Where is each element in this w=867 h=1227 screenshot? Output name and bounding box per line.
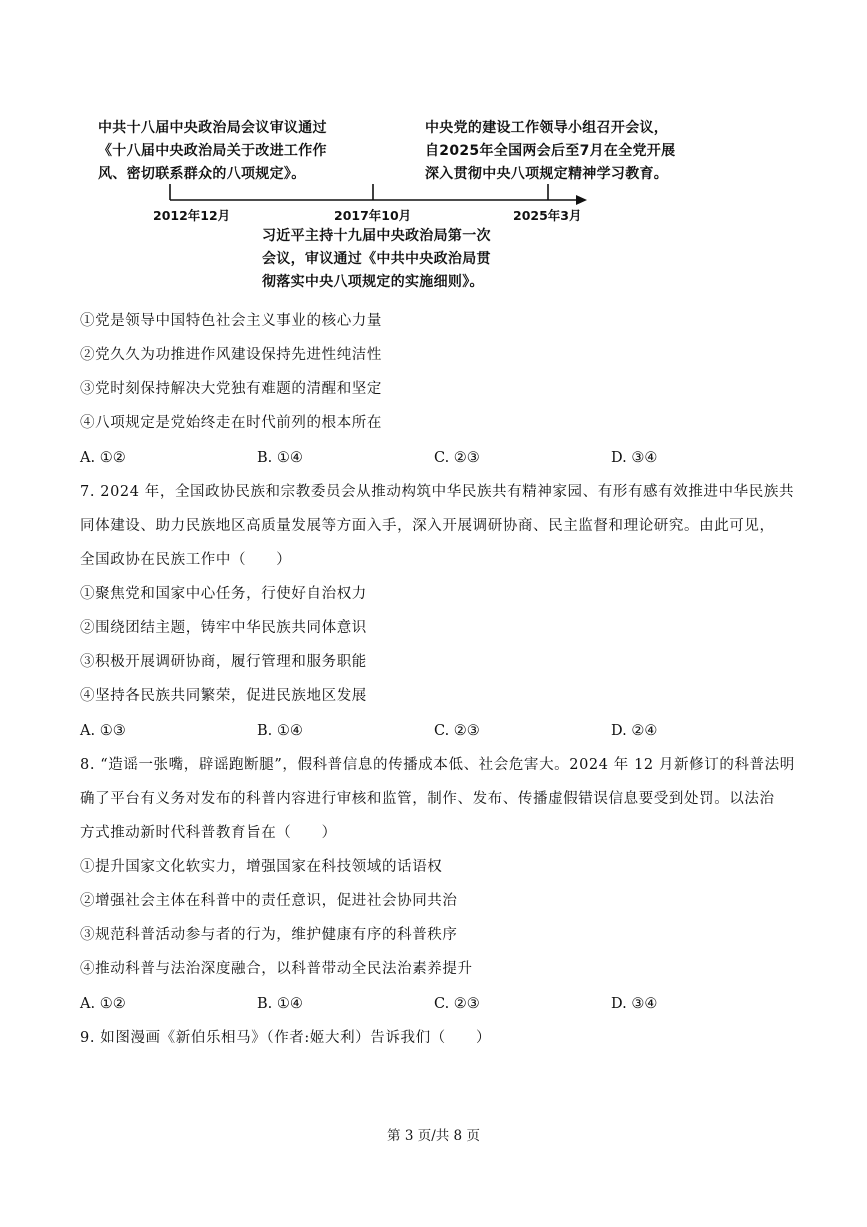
question-stem-line: 7. 2024 年，全国政协民族和宗教委员会从推动构筑中华民族共有精神家园、有形有感有效推进中华民族共 [80, 484, 795, 500]
option-b: B. ①④ [257, 450, 303, 466]
text-line: 彻落实中央八项规定的实施细则》。 [262, 274, 484, 290]
text-line: 中央党的建设工作领导小组召开会议， [425, 120, 669, 136]
option-a: A. ①② [80, 996, 126, 1012]
statement: ②围绕团结主题，铸牢中华民族共同体意识 [80, 620, 367, 636]
statement: ②党久久为功推进作风建设保持先进性纯洁性 [80, 347, 382, 363]
option-d: D. ③④ [611, 996, 658, 1012]
statement: ②增强社会主体在科普中的责任意识，促进社会协同共治 [80, 893, 458, 909]
timeline-event-2012 [98, 117, 327, 186]
page-number: 第 3 页/共 8 页 [387, 1128, 480, 1144]
option-c: C. ②③ [434, 450, 480, 466]
timeline-date-2012: 2012年12月 [153, 208, 231, 223]
text-line: 中共十八届中央政治局会议审议通过 [98, 120, 327, 136]
option-d: D. ③④ [611, 450, 658, 466]
statement: ③规范科普活动参与者的行为，维护健康有序的科普秩序 [80, 927, 458, 943]
timeline-date-2025: 2025年3月 [513, 208, 582, 223]
option-c: C. ②③ [434, 996, 480, 1012]
text-line: 习近平主持十九届中央政治局第一次 [262, 228, 491, 244]
text-line: 《十八届中央政治局关于改进工作作 [98, 143, 327, 159]
question-stem-line: 确了平台有义务对发布的科普内容进行审核和监管，制作、发布、传播虚假错误信息要受到处罚。以法治 [80, 791, 775, 807]
statement: ④推动科普与法治深度融合，以科普带动全民法治素养提升 [80, 961, 473, 977]
statement: ④八项规定是党始终走在时代前列的根本所在 [80, 415, 382, 431]
question-stem-line: 9. 如图漫画《新伯乐相马》（作者:姬大利）告诉我们（ ） [80, 1030, 492, 1046]
statement: ①党是领导中国特色社会主义事业的核心力量 [80, 313, 382, 329]
option-a: A. ①② [80, 450, 126, 466]
text-line: 风、密切联系群众的八项规定》。 [98, 166, 306, 182]
option-b: B. ①④ [257, 996, 303, 1012]
statement: ①提升国家文化软实力，增强国家在科技领域的话语权 [80, 859, 443, 875]
option-b: B. ①④ [257, 723, 303, 739]
option-a: A. ①③ [80, 723, 126, 739]
timeline-event-2017 [262, 225, 491, 294]
text-line: 会议，审议通过《中共中央政治局贯 [262, 251, 491, 267]
statement: ③党时刻保持解决大党独有难题的清醒和坚定 [80, 381, 382, 397]
question-stem-line: 同体建设、助力民族地区高质量发展等方面入手，深入开展调研协商、民主监督和理论研究。由此可见， [80, 518, 775, 534]
statement: ①聚焦党和国家中心任务，行使好自治权力 [80, 586, 367, 602]
text-line: 自2025年全国两会后至7月在全党开展 [425, 143, 676, 159]
text-line: 深入贯彻中央八项规定精神学习教育。 [425, 166, 669, 182]
question-stem-line: 方式推动新时代科普教育旨在（ ） [80, 825, 337, 841]
question-stem-line: 全国政协在民族工作中（ ） [80, 552, 292, 568]
option-d: D. ②④ [611, 723, 658, 739]
statement: ③积极开展调研协商，履行管理和服务职能 [80, 654, 367, 670]
timeline-date-2017: 2017年10月 [334, 208, 412, 223]
option-c: C. ②③ [434, 723, 480, 739]
timeline-event-2025 [425, 117, 675, 186]
statement: ④坚持各民族共同繁荣，促进民族地区发展 [80, 688, 367, 704]
question-stem-line: 8. “造谣一张嘴，辟谣跑断腿”，假科普信息的传播成本低、社会危害大。2024 年 12 月新修订的科普法明 [80, 757, 795, 773]
timeline-arrow-icon [576, 195, 587, 205]
